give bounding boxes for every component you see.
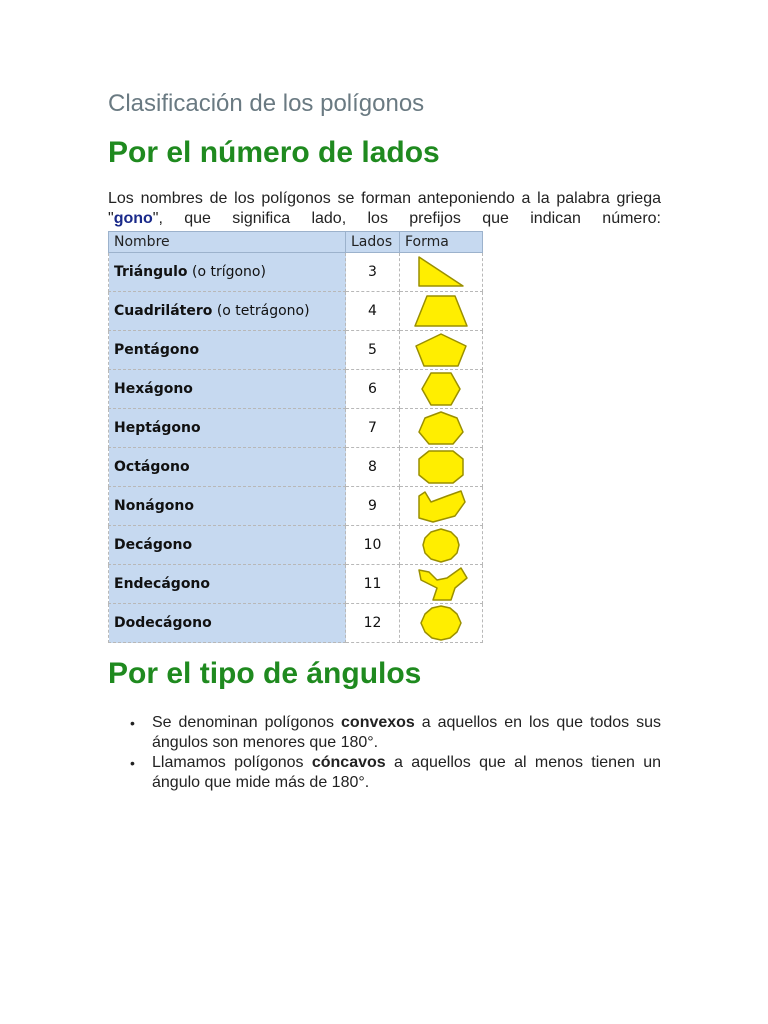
decagon-icon (411, 527, 471, 563)
intro-text-before: Los nombres de los polígonos se forman anteponiendo a la palabra griega " (108, 190, 661, 227)
table-row (109, 370, 483, 409)
polygon-table (108, 231, 483, 643)
polygon-alt-name: (o trígono) (187, 264, 266, 280)
sides-count: 11 (346, 565, 400, 604)
bullet-text-after: a aquellos que al menos tienen un ángulo que mide más de 180°. (152, 754, 661, 791)
table-row (109, 487, 483, 526)
polygon-name-cell (109, 331, 346, 370)
polygon-name-cell (109, 448, 346, 487)
bullet-icon: • (130, 755, 135, 771)
hendecagon-icon (411, 566, 471, 602)
polygon-name: Cuadrilátero (114, 303, 213, 319)
polygon-name-cell (109, 292, 346, 331)
sides-count: 4 (346, 292, 400, 331)
sides-count: 8 (346, 448, 400, 487)
table-row (109, 448, 483, 487)
sides-count: 3 (346, 253, 400, 292)
nonagon-icon (411, 488, 471, 524)
bullet-keyword: cóncavos (311, 754, 386, 771)
sides-count: 6 (346, 370, 400, 409)
intro-keyword: gono (113, 210, 153, 227)
sides-count: 10 (346, 526, 400, 565)
page-title: Clasificación de los polígonos (108, 90, 425, 117)
trapezoid-icon (411, 293, 471, 329)
table-row (109, 409, 483, 448)
pentagon-icon (411, 332, 471, 368)
polygon-name-cell (109, 604, 346, 643)
polygon-name-cell (109, 253, 346, 292)
table-row (109, 292, 483, 331)
polygon-name: Decágono (114, 537, 193, 553)
polygon-name-cell (109, 526, 346, 565)
polygon-name-cell (109, 487, 346, 526)
header-shape: Forma (400, 232, 483, 253)
sides-count: 7 (346, 409, 400, 448)
bullet-icon: • (130, 715, 135, 731)
polygon-name: Nonágono (114, 498, 194, 514)
table-row (109, 604, 483, 643)
polygon-name: Pentágono (114, 342, 200, 358)
polygon-name-cell (109, 409, 346, 448)
intro-text-after: ", que significa lado, los prefijos que indican número: (152, 210, 661, 227)
angle-type-list (130, 713, 661, 793)
table-row (109, 526, 483, 565)
sides-count: 5 (346, 331, 400, 370)
header-sides: Lados (346, 232, 400, 253)
table-row (109, 565, 483, 604)
table-row (109, 253, 483, 292)
polygon-name: Dodecágono (114, 615, 212, 631)
heptagon-icon (411, 410, 471, 446)
dodecagon-icon (411, 605, 471, 641)
hexagon-icon (411, 371, 471, 407)
polygon-name-cell (109, 565, 346, 604)
polygon-name: Triángulo (114, 264, 188, 280)
polygon-name: Heptágono (114, 420, 201, 436)
triangle-icon (411, 254, 471, 290)
polygon-alt-name: (o tetrágono) (212, 303, 310, 319)
section-heading-number-of-sides: Por el número de lados (108, 136, 440, 169)
bullet-text-before: Llamamos polígonos (152, 754, 312, 771)
bullet-keyword: convexos (341, 714, 415, 731)
sides-count: 9 (346, 487, 400, 526)
bullet-text-after: a aquellos en los que todos sus ángulos son menores que 180°. (152, 714, 662, 751)
section-heading-angle-type: Por el tipo de ángulos (108, 657, 422, 690)
polygon-name: Octágono (114, 459, 190, 475)
intro-paragraph (108, 189, 661, 229)
octagon-icon (411, 449, 471, 485)
list-item (130, 753, 661, 793)
polygon-name: Endecágono (114, 576, 211, 592)
bullet-text-before: Se denominan polígonos (152, 714, 342, 731)
polygon-name-cell (109, 370, 346, 409)
polygon-name: Hexágono (114, 381, 193, 397)
header-name: Nombre (109, 232, 346, 253)
table-header-row (109, 232, 483, 253)
table-row (109, 331, 483, 370)
list-item (130, 713, 661, 753)
sides-count: 12 (346, 604, 400, 643)
